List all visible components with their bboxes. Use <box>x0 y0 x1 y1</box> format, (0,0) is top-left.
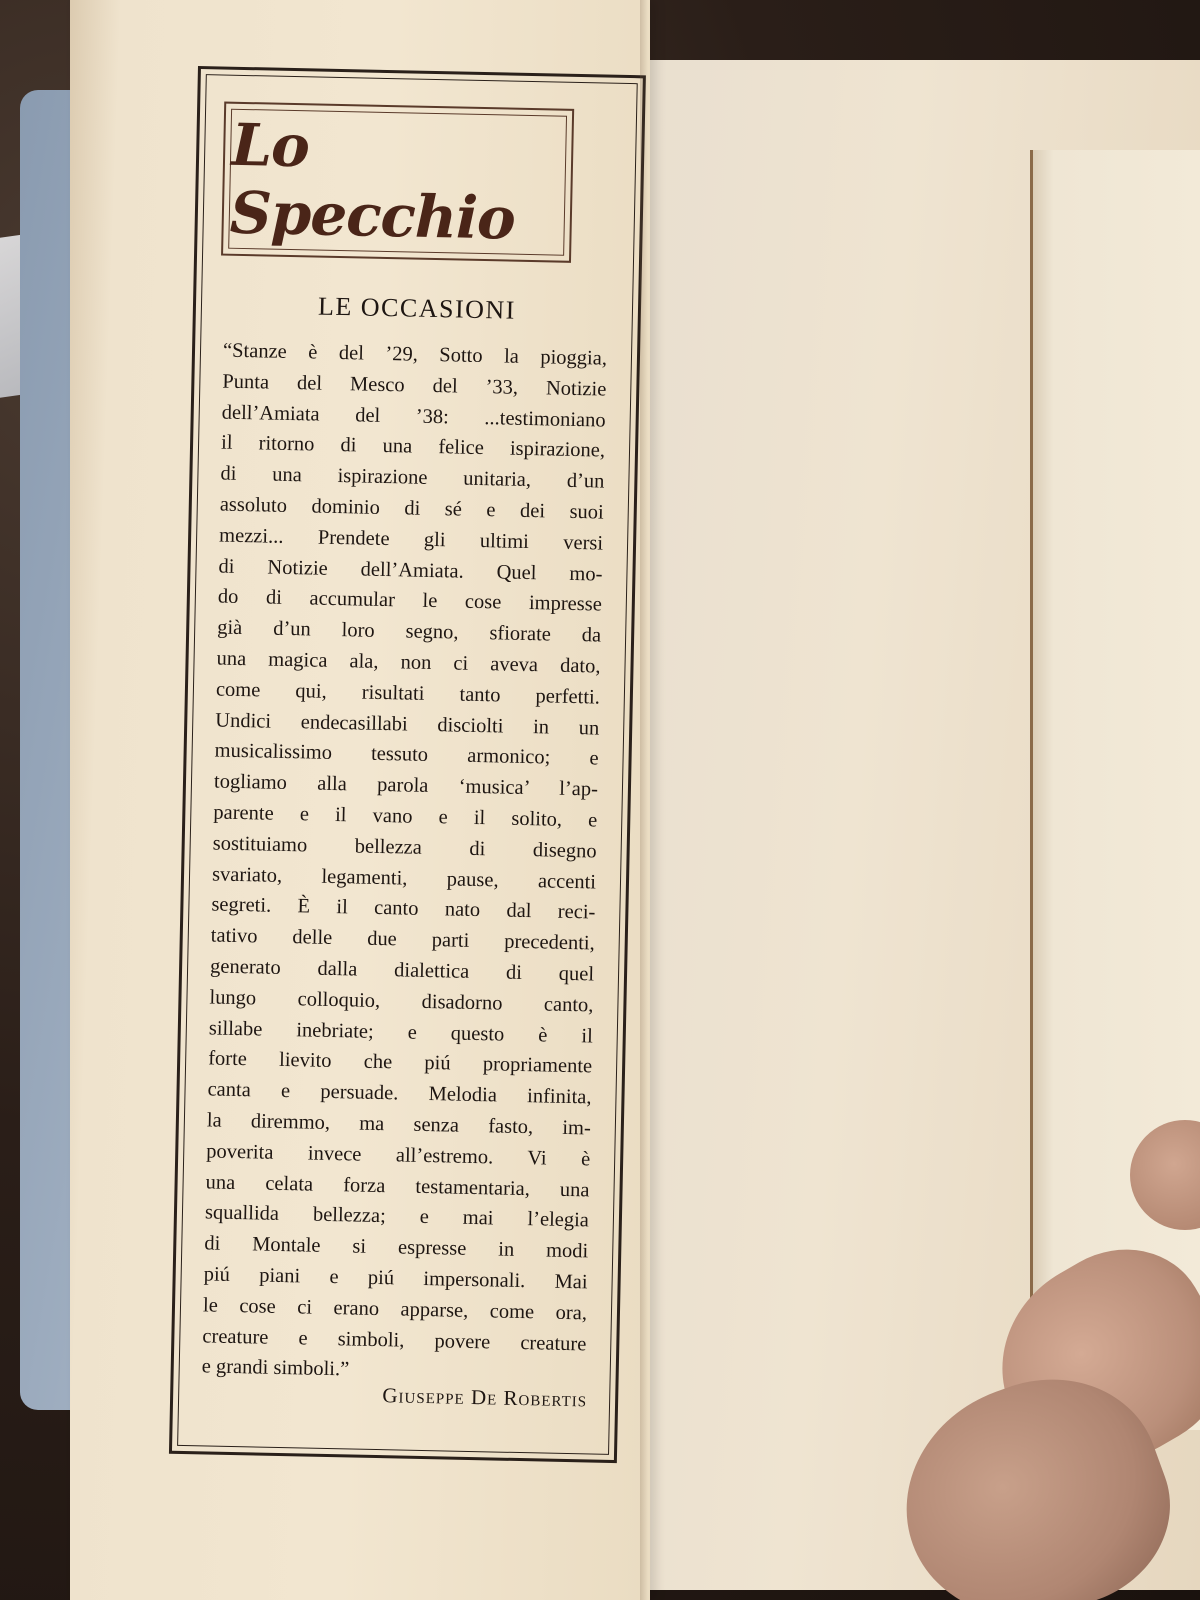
blurb-line: creature e simboli, povere creature <box>202 1324 587 1355</box>
blurb-frame <box>169 66 646 1463</box>
blurb-line: la diremmo, ma senza fasto, im- <box>206 1109 592 1140</box>
blurb-line: lungo colloquio, disadorno canto, <box>209 986 594 1017</box>
blurb-line: piú piani e piú impersonali. Mai <box>203 1263 588 1294</box>
blurb-line: già d’un loro segno, sfiorate da <box>217 616 602 647</box>
blurb-line: musicalissimo tessuto armonico; e <box>214 739 599 770</box>
blurb-line: e grandi simboli.” <box>201 1355 350 1381</box>
blurb-line: di Montale si espresse in modi <box>204 1232 589 1263</box>
blurb-line: forte lievito che piú propriamente <box>207 1047 593 1078</box>
blurb-line: canta e persuade. Melodia infinita, <box>207 1078 592 1109</box>
series-masthead <box>221 102 574 263</box>
blurb-line: mezzi... Prendete gli ultimi versi <box>218 524 604 555</box>
blurb-line: il ritorno di una felice ispirazione, <box>220 431 606 462</box>
blurb-line: Punta del Mesco del ’33, Notizie <box>222 370 607 401</box>
blurb-line: poverita invece all’estremo. Vi è <box>206 1140 591 1171</box>
blurb-attribution: Giuseppe De Robertis <box>382 1383 588 1412</box>
blurb-line: tativo delle due parti precedenti, <box>210 924 595 955</box>
flap-fold-shadow <box>640 0 648 1600</box>
blurb-line: sillabe inebriate; e questo è il <box>208 1016 594 1048</box>
blurb-line: assoluto dominio di sé e dei suoi <box>219 493 604 524</box>
blurb-line: una magica ala, non ci aveva dato, <box>216 647 601 678</box>
blurb-line: squallida bellezza; e mai l’elegia <box>204 1201 590 1232</box>
blurb-line: Undici endecasillabi disciolti in un <box>215 709 600 740</box>
blurb-text <box>201 336 607 1391</box>
blurb-line: segreti. È il canto nato dal reci- <box>211 893 596 924</box>
blurb-line: parente e il vano e il solito, e <box>213 801 598 832</box>
book-page-edge <box>1030 150 1200 1430</box>
blurb-line: do di accumular le cose impresse <box>217 585 603 616</box>
blurb-line: di Notizie dell’Amiata. Quel mo- <box>218 555 603 586</box>
blurb-line: dell’Amiata del ’38: ...testimoniano <box>221 401 606 432</box>
book-title: LE OCCASIONI <box>317 291 517 325</box>
blurb-line: generato dalla dialettica di quel <box>209 955 595 986</box>
blurb-line: togliamo alla parola ‘musica’ l’ap- <box>213 770 599 801</box>
blurb-line: “Stanze è del ’29, Sotto la pioggia, <box>222 339 608 370</box>
blurb-line: svariato, legamenti, pause, accenti <box>211 863 597 894</box>
blurb-line: le cose ci erano apparse, come ora, <box>202 1294 588 1325</box>
blurb-line: sostituiamo bellezza di disegno <box>212 832 597 863</box>
blurb-line: come qui, risultati tanto perfetti. <box>215 678 601 709</box>
series-title: Lo Specchio <box>229 110 516 253</box>
blurb-line: una celata forza testamentaria, una <box>205 1170 590 1201</box>
dust-jacket-flap <box>70 0 650 1600</box>
blurb-line: di una ispirazione unitaria, d’un <box>220 462 605 493</box>
